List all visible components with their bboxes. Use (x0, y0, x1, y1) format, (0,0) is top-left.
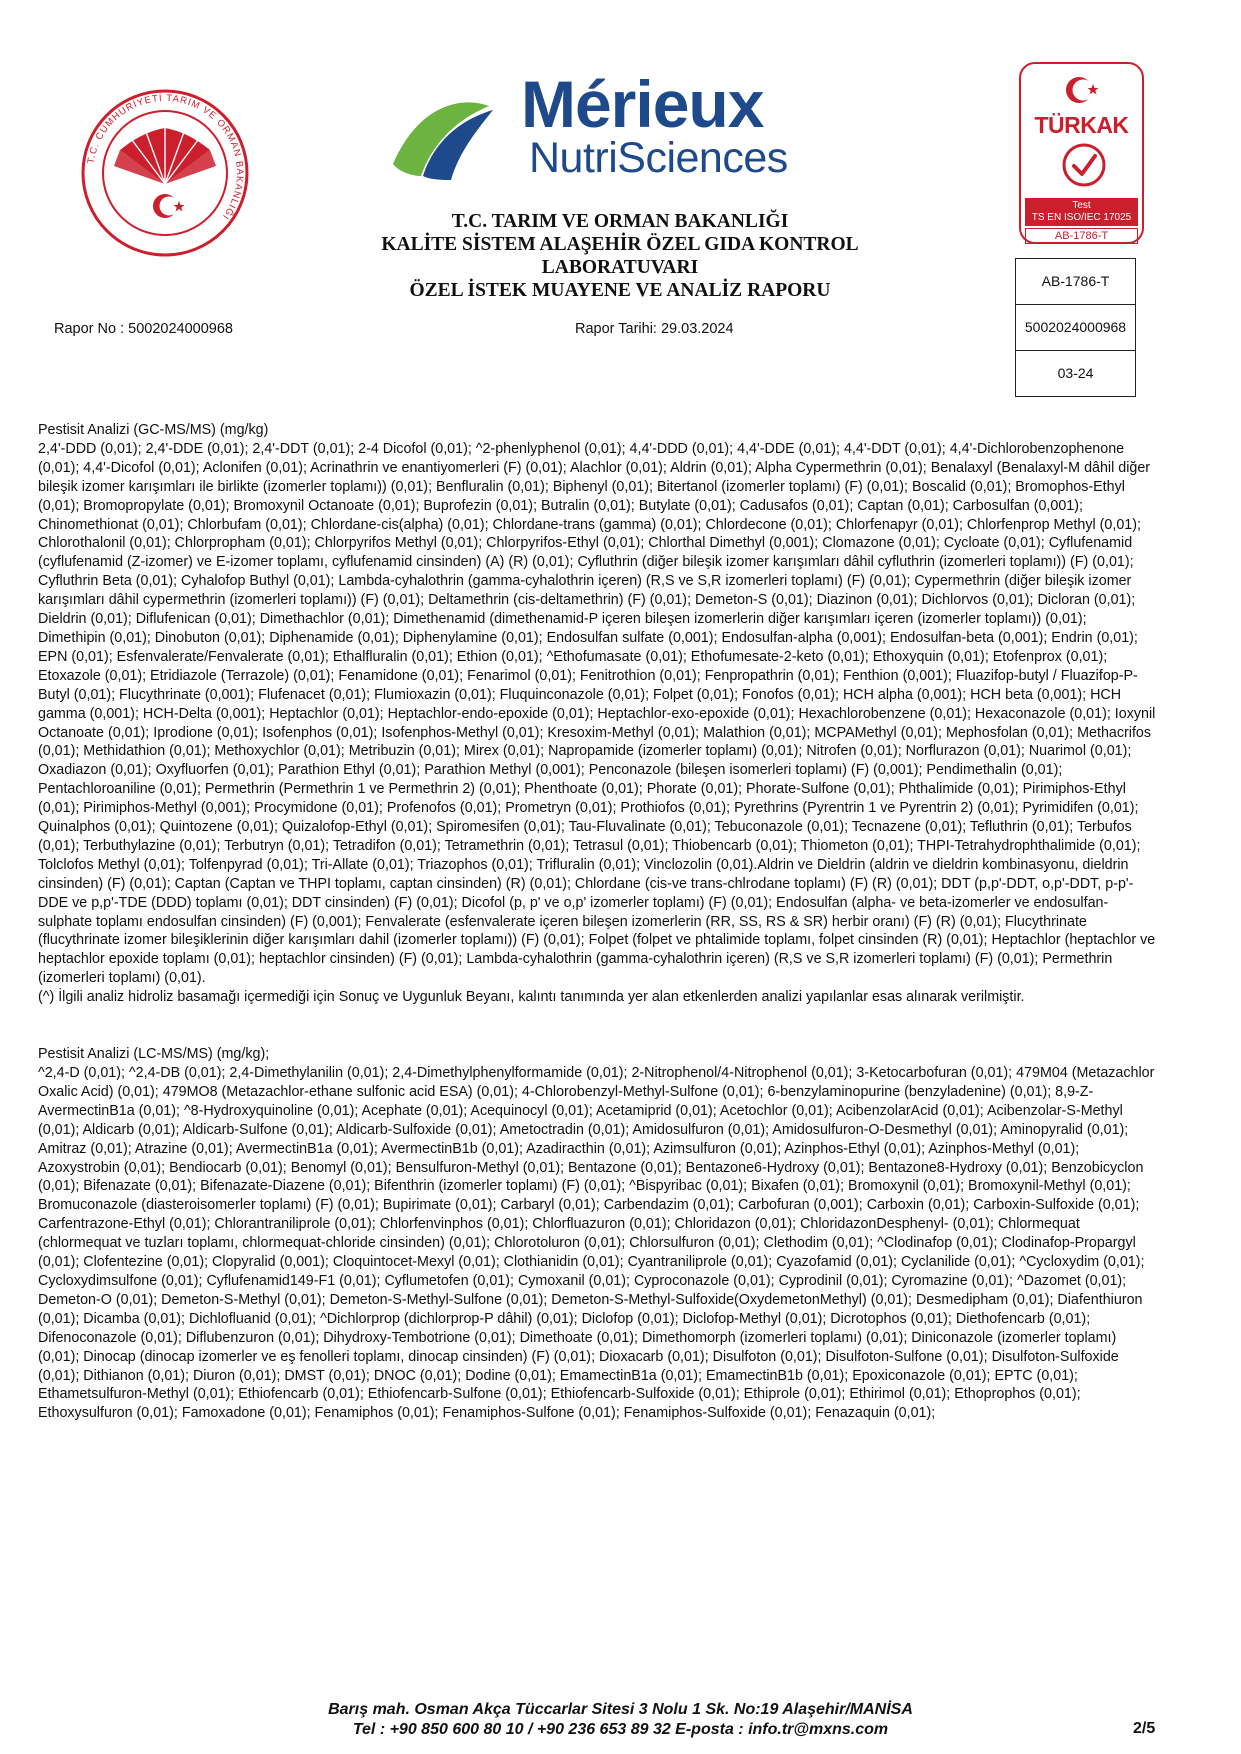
gc-section-text: 2,4'-DDD (0,01); 2,4'-DDE (0,01); 2,4'-DDT (0,01); 2-4 Dicofol (0,01); ^2-phenlyphenol (0,01); 4,4'-DDD (0,01); 4,4'-DDE (0,01); 4,4'-DDT (0,01); 4,4'-Dichlorobenzophenone (0,01); 4,4'-Dicofol (0,01); Aclonifen (0,01); Acrinathrin ve enantiyomerleri (F) (0,01); Alachlor (0,01); Aldrin (0,01); Alpha Cypermethrin (0,01); Benalaxyl (Benalaxyl-M dâhil diğer bileşik izomer karışımları ile birlikte (izomerler toplamı)) (0,01); Benfluralin (0,01); Biphenyl (0,01); Bitertanol (izomerler toplamı) (F) (0,01); Boscalid (0,01); Bromophos-Ethyl (0,01); Bromopropylate (0,01); Bromoxynil Octanoate (0,01); Buprofezin (0,01); Butralin (0,01); Butylate (0,01); Cadusafos (0,01); Captan (0,01); Carbosulfan (0,001); Chinomethionat (0,01); Chlorbufam (0,01); Chlordane-cis(alpha) (0,01); Chlordane-trans (gamma) (0,01); Chlordecone (0,01); Chlorfenapyr (0,01); Chlorfenprop Methyl (0,01); Chlorothalonil (0,01); Chlorpropham (0,01); Chlorpyrifos Methyl (0,01); Chlorpyrifos-Ethyl (0,01); Chlorthal Dimethyl (0,001); Clomazone (0,01); Cycloate (0,01); Cyflufenamid (cyflufenamid (Z-izomer) ve E-izomer toplamı, cyflufenamid cinsinden) (A) (R) (0,01); Cyfluthrin (diğer bileşik izomer karışımları dâhil cyfluthrin (izomerleri toplamı)) (F) (0,01); Cyfluthrin Beta (0,01); Cyhalofop Buthyl (0,01); Lambda-cyhalothrin (gamma-cyhalothrin içeren) (R,S ve S,R izomerleri toplamı) (F) (0,01); Cypermethrin (diğer bileşik izomer karışımları dâhil cypermethrin (izomerleri toplamı)) (F) (0,01); Deltamethrin (cis-deltamethrin) (F) (0,01); Demeton-S (0,01); Diazinon (0,01); Dichlorvos (0,01); Dicloran (0,01); Dieldrin (0,01); Diflufenican (0,01); Dimethachlor (0,01); Dimethenamid (dimethenamid-P içeren bileşen izomerlerin diğer karışımları içeren (izomerler toplamı)) (0,01); Dimethipin (0,01); Dinobuton (0,01); Diphenamide (0,01); Diphenylamine (0,01); Endosulfan sulfate (0,001); Endosulfan-alpha (0,001); Endosulfan-beta (0,001); Endrin (0,01); EPN (0,01); Esfenvalerate/Fenvalerate (0,01); Ethalfluralin (0,01); Ethion (0,01); ^Ethofumasate (0,01); Ethofumesate-2-keto (0,01); Ethoxyquin (0,01); Etofenprox (0,01); Etoxazole (0,01); Etridiazole (Terrazole) (0,01); Fenamidone (0,01); Fenarimol (0,01); Fenitrothion (0,01); Fenpropathrin (0,01); Fenthion (0,001); Fluazifop-butyl / Fluazifop-P-Butyl (0,01); Flucythrinate (0,001); Flufenacet (0,01); Flumioxazin (0,01); Fluquinconazole (0,01); Folpet (0,01); Fonofos (0,01); HCH alpha (0,001); HCH beta (0,001); HCH gamma (0,001); HCH-Delta (0,001); Heptachlor (0,01); Heptachlor-endo-epoxide (0,01); Heptachlor-exo-epoxide (0,01); Hexachlorobenzene (0,01); Hexaconazole (0,01); Ioxynil Octanoate (0,01); Iprodione (0,01); Isofenphos (0,01); Isofenphos-Methyl (0,01); Kresoxim-Methyl (0,01); Malathion (0,01); MCPAMethyl (0,01); Mephosfolan (0,01); Methacrifos (0,01); Methidathion (0,01); Methoxychlor (0,01); Metribuzin (0,01); Mirex (0,01); Napropamide (izomerler toplamı) (0,01); Nitrofen (0,01); Norflurazon (0,01); Nuarimol (0,01); Oxadiazon (0,01); Oxyfluorfen (0,01); Parathion Ethyl (0,01); Parathion Methyl (0,001); Penconazole (bileşen isomerleri toplamı) (F) (0,001); Pendimethalin (0,01); Pentachloroaniline (0,01); Permethrin (Permethrin 1 ve Permethrin 2) (0,01); Phenthoate (0,01); Phorate (0,01); Phorate-Sulfone (0,01); Phthalimide (0,01); Pirimiphos-Ethyl (0,01); Pirimiphos-Methyl (0,001); Procymidone (0,01); Profenofos (0,01); Prometryn (0,01); Prothiofos (0,01); Pyrethrins (Pyrentrin 1 ve Pyrentrin 2) (0,01); Pyrimidifen (0,01); Quinalphos (0,01); Quintozene (0,01); Quizalofop-Ethyl (0,01); Spiromesifen (0,01); Tau-Fluvalinate (0,01); Tebuconazole (0,01); Tecnazene (0,01); Tefluthrin (0,01); Terbufos (0,01); Terbuthylazine (0,01); Terbutryn (0,01); Tetradifon (0,01); Tetramethrin (0,01); Tetrasul (0,01); Thiobencarb (0,01); Thiometon (0,01); THPI-Tetrahydrophthalimide (0,01); Tolclofos Methyl (0,01); Tolfenpyrad (0,01); Tri-Allate (0,01); Triazophos (0,01); Trifluralin (0,01); Vinclozolin (0,01).Aldrin ve Dieldrin (aldrin ve dieldrin kombinasyonu, dieldrin cinsinden) (F) (0,01); Captan (Captan ve THPI toplamı, captan cinsinden) (R) (0,01); Chlordane (cis-ve trans-chlrodane toplamı) (F) (R) (0,01); DDT (p,p'-DDT, o,p'-DDT, p-p'-DDE ve p,p'-TDE (DDD) toplamı (0,01); DDT cinsinden) (F) (0,01); Dicofol (p, p' ve o,p' izomerler toplamı) (F) (0,01); Endosulfan (alpha- ve beta-izomerler ve endosulfan-sulphate toplamı endosulfan cinsinden) (F) (0,001); Fenvalerate (esfenvalerate içeren bileşen izomerlerin (RR, SS, RS & SR) herbir oranı) (F) (R) (0,01); Flucythrinate (flucythrinate izomer bileşiklerinin diğer karışımları dahil (izomerler toplamı)) (F) (0,01); Folpet (folpet ve phtalimide toplamı, folpet cinsinden (R) (0,01); Heptachlor (heptachlor ve heptachlor epoxide toplamı (0,01); heptachlor cinsinden) (F) (0,01); Lambda-cyhalothrin (gamma-cyhalothrin içeren) (R,S ve S,R izomerleri toplamı) (F) (0,01); Permethrin (izomerleri toplamı) (0,01). (38, 440, 1156, 987)
report-number: Rapor No : 5002024000968 (54, 321, 233, 337)
lc-section-text: ^2,4-D (0,01); ^2,4-DB (0,01); 2,4-Dimethylanilin (0,01); 2,4-Dimethylphenylformamide (0,01); 2-Nitrophenol/4-Nitrophenol (0,01); 3-Ketocarbofuran (0,01); 479M04 (Metazachlor Oxalic Acid) (0,01); 479MO8 (Metazachlor-ethane sulfonic acid ESA) (0,01); 4-Chlorobenzyl-Methyl-Sulfone (0,01); 6-benzylaminopurine (benzyladenine) (0,01); 8,9-Z-AvermectinB1a (0,01); ^8-Hydroxyquinoline (0,01); Acephate (0,01); Acequinocyl (0,01); Acetamiprid (0,01); Acetochlor (0,01); AcibenzolarAcid (0,01); Acibenzolar-S-Methyl (0,01); Aldicarb (0,01); Aldicarb-Sulfone (0,01); Aldicarb-Sulfoxide (0,01); Ametoctradin (0,01); Amidosulfuron (0,01); Amidosulfuron-O-Desmethyl (0,01); Aminopyralid (0,01); Amitraz (0,01); Atrazine (0,01); AvermectinB1a (0,01); AvermectinB1b (0,01); Azadiracthin (0,01); Azimsulfuron (0,01); Azinphos-Ethyl (0,01); Azinphos-Methyl (0,01); Azoxystrobin (0,01); Bendiocarb (0,01); Benomyl (0,01); Bensulfuron-Methyl (0,01); Bentazone (0,01); Bentazone6-Hydroxy (0,01); Bentazone8-Hydroxy (0,01); Benzobicyclon (0,01); Bifenazate (0,01); Bifenazate-Diazene (0,01); Bifenthrin (izomerler toplamı) (F) (0,01); ^Bispyribac (0,01); Bixafen (0,01); Bromoxynil (0,01); Bromoxynil-Methyl (0,01); Bromuconazole (diasteroisomerler toplamı) (F) (0,01); Bupirimate (0,01); Carbaryl (0,01); Carbendazim (0,01); Carbofuran (0,001); Carboxin (0,01); Carboxin-Sulfoxide (0,01); Carfentrazone-Ethyl (0,01); Chlorantraniliprole (0,01); Chlorfenvinphos (0,01); Chlorfluazuron (0,01); Chloridazon (0,01); ChloridazonDesphenyl- (0,01); Chlormequat (chlormequat ve tuzları toplamı, chlormequat-chloride cinsinden) (0,01); Chlorotoluron (0,01); Chlorsulfuron (0,01); Clethodim (0,01); ^Clodinafop (0,01); Clodinafop-Propargyl (0,01); Clofentezine (0,01); Clopyralid (0,001); Cloquintocet-Mexyl (0,01); Clothianidin (0,01); Cyantraniliprole (0,01); Cyazofamid (0,01); Cyclanilide (0,01); ^Cycloxydim (0,01); Cycloxydimsulfone (0,01); Cyflufenamid149-F1 (0,01); Cyflumetofen (0,01); Cymoxanil (0,01); Cyproconazole (0,01); Cyprodinil (0,01); Cyromazine (0,01); ^Dazomet (0,01); Demeton-O (0,01); Demeton-S-Methyl (0,01); Demeton-S-Methyl-Sulfone (0,01); Demeton-S-Methyl-Sulfoxide(OxydemetonMethyl) (0,01); Desmedipham (0,01); Diafenthiuron (0,01); Dicamba (0,01); Dichlofluanid (0,01); ^Dichlorprop (dichlorprop-P dâhil) (0,01); Diclofop (0,01); Diclofop-Methyl (0,01); Dicrotophos (0,01); Diethofencarb (0,01); Difenoconazole (0,01); Diflubenzuron (0,01); Dihydroxy-Tembotrione (0,01); Dimethoate (0,01); Dimethomorph (izomerleri toplamı) (0,01); Diniconazole (izomerler toplamı) (0,01); Dinocap (dinocap izomerler ve eş fenolleri toplamı, dinocap cinsinden) (F) (0,01); Dioxacarb (0,01); Disulfoton (0,01); Disulfoton-Sulfone (0,01); Disulfoton-Sulfoxide (0,01); Dithianon (0,01); Diuron (0,01); DMST (0,01); DNOC (0,01); Dodine (0,01); EmamectinB1a (0,01); EmamectinB1b (0,01); Epoxiconazole (0,01); EPTC (0,01); Ethametsulfuron-Methyl (0,01); Ethiofencarb (0,01); Ethiofencarb-Sulfone (0,01); Ethiofencarb-Sulfoxide (0,01); Ethiprole (0,01); Ethirimol (0,01); Ethoprophos (0,01); Ethoxysulfuron (0,01); Famoxadone (0,01); Fenamiphos (0,01); Fenamiphos-Sulfone (0,01); Fenamiphos-Sulfoxide (0,01); Fenazaquin (0,01); (38, 1065, 1155, 1422)
ministry-seal-icon (80, 88, 250, 258)
turkak-check-icon (1061, 142, 1107, 188)
footer-contact: Tel : +90 850 600 80 10 / +90 236 653 89 32 E-posta : info.tr@mxns.com (352, 1721, 889, 1738)
turkak-band-line1: Test (1072, 200, 1091, 211)
turkak-brand: TÜRKAK (1034, 112, 1129, 138)
seal-ring-text: T.C. CUMHURİYETİ TARIM VE ORMAN BAKANLIĞI (85, 92, 246, 222)
brand-name-line2: NutriSciences (529, 134, 788, 182)
code-box-cell: AB-1786-T (1016, 259, 1135, 305)
report-date: Rapor Tarihi: 29.03.2024 (575, 321, 734, 337)
turkak-code: AB-1786-T (1025, 228, 1138, 244)
title-line: LABORATUVARI (541, 257, 699, 278)
turkak-standard-band (1025, 198, 1138, 226)
title-line: T.C. TARIM VE ORMAN BAKANLIĞI (451, 211, 789, 232)
code-box-cell: 5002024000968 (1016, 305, 1135, 351)
report-body (38, 421, 1156, 1423)
turkak-accreditation-badge (1019, 62, 1144, 244)
lc-section-heading: Pestisit Analizi (LC-MS/MS) (mg/kg); (38, 1046, 270, 1063)
turkak-band-line2: TS EN ISO/IEC 17025 (1031, 212, 1132, 223)
title-line: KALİTE SİSTEM ALAŞEHİR ÖZEL GIDA KONTROL (381, 234, 859, 255)
report-title (330, 210, 910, 302)
document-code-box (1015, 258, 1136, 397)
turkak-star-crescent-icon (1063, 74, 1103, 106)
page-number: 2/5 (1133, 1720, 1156, 1737)
footer-address: Barış mah. Osman Akça Tüccarlar Sitesi 3 Nolu 1 Sk. No:19 Alaşehir/MANİSA (328, 1701, 913, 1718)
merieux-logo (385, 67, 865, 184)
brand-name-line1: Mérieux (521, 67, 764, 141)
gc-section-heading: Pestisit Analizi (GC-MS/MS) (mg/kg) (38, 422, 269, 438)
title-line: ÖZEL İSTEK MUAYENE VE ANALİZ RAPORU (409, 280, 831, 301)
page-footer (0, 1700, 1241, 1740)
analysis-note: (^) İlgili analiz hidroliz basamağı içermediği için Sonuç ve Uygunluk Beyanı, kalıntı tanımında yer alan etkenlerden analizi yapılanlar esas alınarak verilmiştir. (38, 989, 1025, 1006)
code-box-cell: 03-24 (1057, 365, 1094, 381)
merieux-swoosh-icon (385, 72, 505, 184)
